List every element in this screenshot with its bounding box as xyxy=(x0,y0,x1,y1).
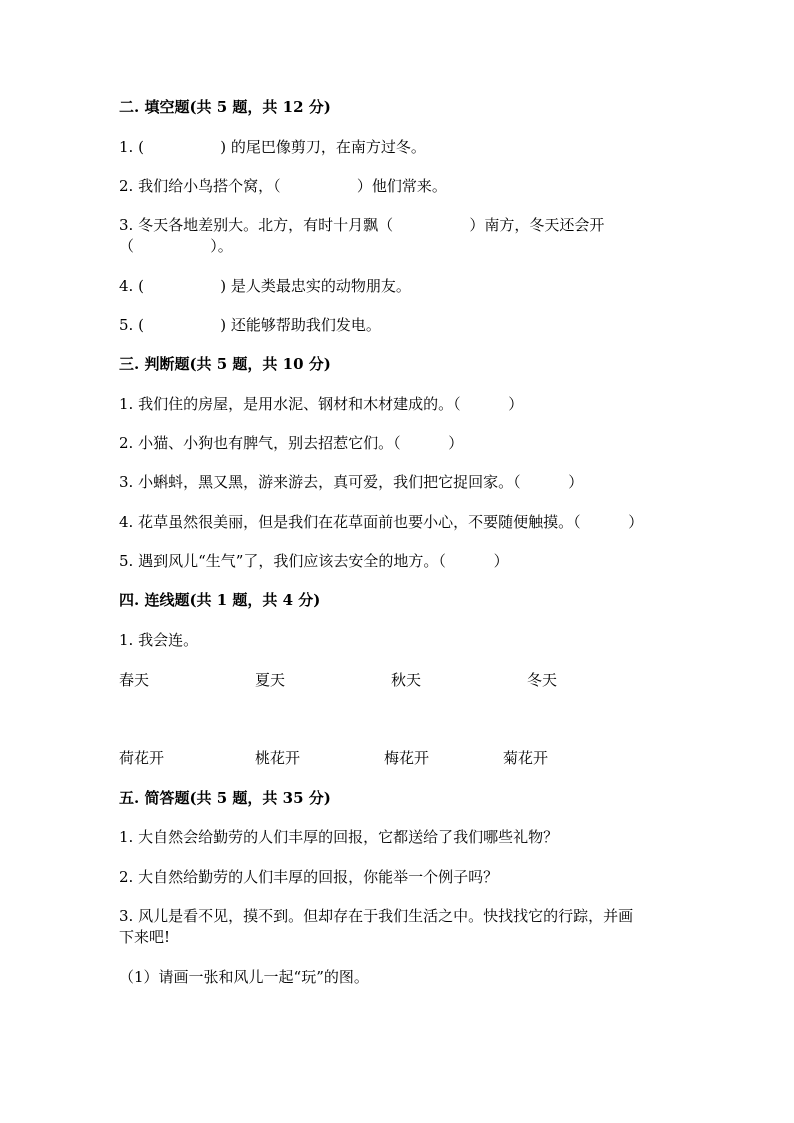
section-heading-matching: 四. 连线题(共 1 题，共 4 分) xyxy=(119,591,321,609)
question-sa-3-line2: 下来吧! xyxy=(119,928,171,946)
section-heading-fill-blank: 二. 填空题(共 5 题，共 12 分) xyxy=(119,98,331,116)
question-fill-2: 2. 我们给小鸟搭个窝，（ ）他们常来。 xyxy=(119,177,447,195)
flower-peach: 桃花开 xyxy=(255,749,301,767)
question-match-1: 1. 我会连。 xyxy=(119,631,199,649)
question-fill-4: 4. ( ) 是人类最忠实的动物朋友。 xyxy=(119,277,411,295)
question-tf-3: 3. 小蝌蚪，黑又黑，游来游去，真可爱，我们把它捉回家。（ ） xyxy=(119,473,584,491)
question-tf-1: 1. 我们住的房屋，是用水泥、钢材和木材建成的。（ ） xyxy=(119,395,524,413)
question-sa-1: 1. 大自然会给勤劳的人们丰厚的回报，它都送给了我们哪些礼物？ xyxy=(119,828,559,846)
question-fill-3-line2: （ ）。 xyxy=(119,237,233,255)
question-sa-2: 2. 大自然给勤劳的人们丰厚的回报，你能举一个例子吗？ xyxy=(119,868,499,886)
question-sa-3-line1: 3. 风儿是看不见，摸不到。但却存在于我们生活之中。快找找它的行踪，并画 xyxy=(119,907,634,925)
season-spring: 春天 xyxy=(119,671,150,689)
flower-chrysanthemum: 菊花开 xyxy=(503,749,549,767)
question-tf-5: 5. 遇到风儿“生气”了，我们应该去安全的地方。（ ） xyxy=(119,552,509,570)
question-tf-4: 4. 花草虽然很美丽，但是我们在花草面前也要小心，不要随便触摸。（ ） xyxy=(119,513,644,531)
question-fill-5: 5. ( ) 还能够帮助我们发电。 xyxy=(119,316,381,334)
season-autumn: 秋天 xyxy=(391,671,422,689)
question-tf-2: 2. 小猫、小狗也有脾气，别去招惹它们。（ ） xyxy=(119,434,464,452)
season-summer: 夏天 xyxy=(255,671,286,689)
section-heading-true-false: 三. 判断题(共 5 题，共 10 分) xyxy=(119,355,331,373)
question-fill-1: 1. ( ) 的尾巴像剪刀，在南方过冬。 xyxy=(119,138,426,156)
flower-plum: 梅花开 xyxy=(384,749,430,767)
flower-lotus: 荷花开 xyxy=(119,749,165,767)
section-heading-short-answer: 五. 简答题(共 5 题，共 35 分) xyxy=(119,789,331,807)
season-winter: 冬天 xyxy=(527,671,558,689)
question-fill-3-line1: 3. 冬天各地差别大。北方，有时十月飘（ ）南方，冬天还会开 xyxy=(119,216,605,234)
question-sa-3-sub-1: （1）请画一张和风儿一起“玩”的图。 xyxy=(119,968,369,986)
